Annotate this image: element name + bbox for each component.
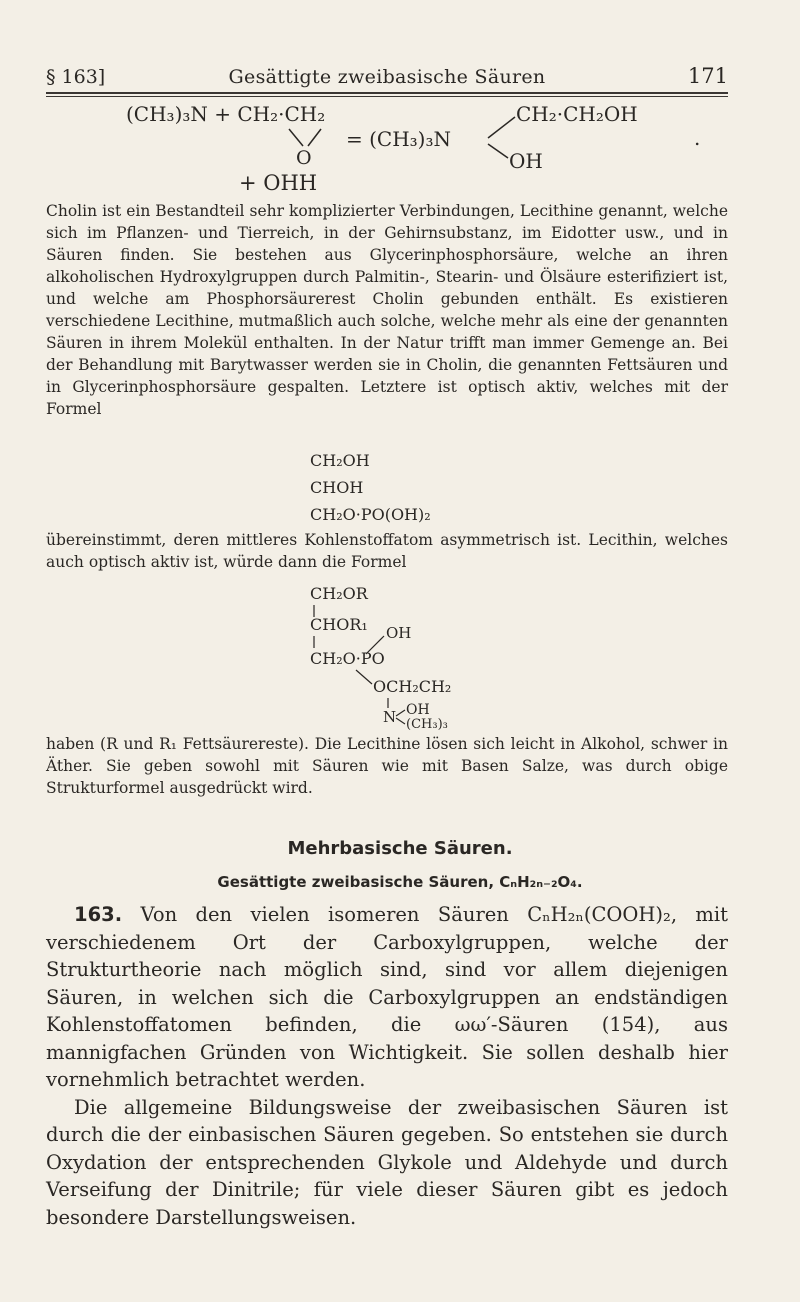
bond-n-oh: [396, 710, 405, 716]
epoxide-oxygen: O: [296, 147, 312, 169]
epoxide-bond-right: [308, 129, 321, 146]
formula3-p-oh: OH: [386, 624, 412, 642]
formula1-lower: OH: [509, 149, 543, 173]
formula1-upper: CH₂·CH₂OH: [516, 102, 638, 126]
formula1-lhs: (CH₃)₃N + CH₂·CH₂: [126, 102, 326, 126]
paragraph-lecithine: [46, 200, 728, 420]
glycerophosphoric-formula: [310, 451, 431, 524]
bond-n-ch3: [396, 718, 405, 724]
formula2-line3: CH₂O·PO(OH)₂: [310, 505, 431, 524]
formula2-line2: CHOH: [310, 478, 364, 497]
formula1-water: + OHH: [239, 171, 318, 195]
paragraph-asymmetric-text: übereinstimmt, deren mittleres Kohlenstoffatom asymmetrisch ist. Lecithin, welches auch optisch aktiv ist, würde dann die Formel: [46, 531, 728, 571]
formula1-period: .: [694, 126, 701, 150]
formula3-line1: CH₂OR: [310, 584, 368, 603]
subsection-formula: CₙH₂ₙ₋₂O₄.: [499, 873, 583, 891]
upper-branch-bond: [488, 117, 515, 138]
paragraph-asymmetric: [46, 529, 728, 573]
formula3-line3: CH₂O·PO: [310, 649, 385, 668]
formula1-equals: = (CH₃)₃N: [346, 127, 451, 151]
formula2-line1: CH₂OH: [310, 451, 370, 470]
section-163-text1: Von den vielen isomeren Säuren CₙH₂ₙ(COOH)₂, mit verschiedenem Ort der Carboxylgruppen, welche der Strukturtheorie nach möglich sind, sind vor allem diejenigen Säuren, in welchen sich die Carboxylgruppen an endständigen Kohlenstoffatomen befinden, die ωω′-Säuren (154), aus mannigfachen Gründen von Wichtigkeit. Sie sollen deshalb hier vornehmlich betrachtet werden.: [46, 903, 728, 1091]
section-heading: Mehrbasische Säuren.: [287, 838, 513, 859]
section-163-paragraph2: Die allgemeine Bildungsweise der zweibasischen Säuren ist durch die der einbasischen Säuren gegeben. So entstehen sie durch Oxydation der entsprechenden Glykole und Aldehyde und durch Verseifung der Dinitrile; für viele dieser Säuren gibt es jedoch besondere Darstellungsweisen.: [46, 1095, 728, 1229]
section-reference: § 163]: [46, 66, 106, 88]
formula3-och: OCH₂CH₂: [373, 677, 452, 696]
formula3-n-oh: OH: [406, 702, 430, 718]
epoxide-bond-left: [289, 129, 303, 146]
paragraph-fatty-acids-text: haben (R und R₁ Fettsäurereste). Die Lecithine lösen sich leicht in Alkohol, schwer in Äther. Sie geben sowohl mit Säuren wie mit Basen Salze, was durch obige Strukturformel ausgedrückt wird.: [46, 735, 728, 797]
lecithin-formula: [310, 584, 451, 732]
formula3-n: N: [383, 708, 397, 726]
section-163: [46, 901, 728, 1231]
subsection-heading: [0, 873, 800, 891]
section-163-paragraph1: [46, 901, 728, 1094]
formula3-line2: CHOR₁: [310, 615, 368, 634]
formula3-n-ch3: (CH₃)₃: [406, 717, 448, 732]
paragraph-lecithine-text: Cholin ist ein Bestandteil sehr komplizierter Verbindungen, Lecithine genannt, welche sich im Pflanzen- und Tierreich, in der Gehirnsubstanz, im Eidotter usw., und in Säuren finden. Sie bestehen aus Glycerinphosphorsäure, welche an ihren alkoholischen Hydroxylgruppen durch Palmitin-, Stearin- und Ölsäure esterifiziert ist, und welche am Phosphorsäurerest Cholin gebunden enthält. Es existieren verschiedene Lecithine, mutmaßlich auch solche, welche mehr als eine der genannten Säuren in ihrem Molekül enthalten. In der Natur trifft man immer Gemenge an. Bei der Behandlung mit Barytwasser werden sie in Cholin, die genannten Fettsäuren und in Glycerinphosphorsäure gespalten. Letztere ist optisch aktiv, welches mit der Formel: [46, 202, 728, 418]
subsection-heading-text: Gesättigte zweibasische Säuren,: [217, 873, 500, 891]
paragraph-fatty-acids: [46, 733, 728, 799]
running-title: Gesättigte zweibasische Säuren: [228, 66, 546, 88]
lower-branch-bond: [488, 144, 508, 158]
page-number: 171: [687, 64, 728, 88]
choline-formula: [126, 102, 700, 195]
section-number: 163.: [74, 903, 123, 926]
bond-p-och: [356, 670, 372, 684]
